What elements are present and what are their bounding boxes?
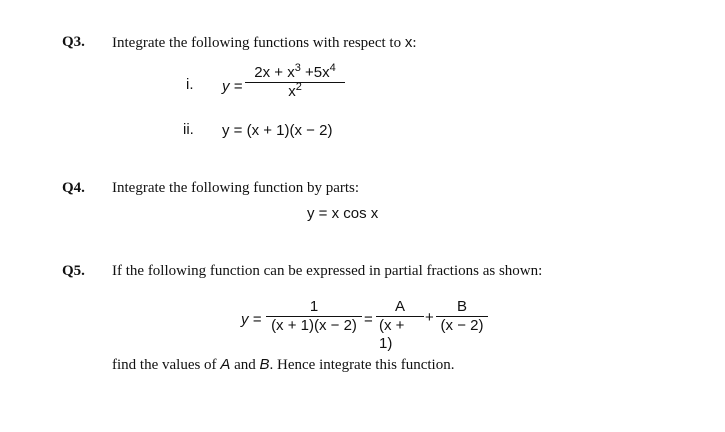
q4-prompt: Integrate the following function by parts:: [112, 180, 360, 196]
q3-prompt: [112, 34, 417, 52]
q3-item-ii-label: ii.: [183, 121, 194, 138]
num-exp-1: 3: [294, 62, 301, 74]
q5-fraction-2-denominator: (x + 1): [379, 317, 405, 352]
q5-number: Q5.: [62, 263, 85, 279]
q3-item-i-numerator: [251, 64, 338, 82]
q5-lhs: y =: [241, 311, 262, 328]
q5-fraction-3-denominator: (x − 2): [440, 317, 484, 334]
q5-fraction-1-numerator: 1: [309, 298, 319, 315]
q3-item-i-label: i.: [186, 76, 194, 93]
q5-var-a: A: [220, 356, 231, 373]
q5-plus: +: [425, 309, 434, 326]
q4-expr: y = x cos x: [307, 205, 379, 222]
q5-final-b: and: [230, 357, 260, 373]
q3-item-i-lhs: y =: [222, 78, 243, 95]
q3-prompt-colon: :: [412, 35, 417, 51]
den-base: x: [288, 83, 296, 100]
q3-item-i-fraction: [245, 64, 345, 101]
q5-fraction-1: [266, 298, 362, 335]
q3-item-ii-expr: y = (x + 1)(x − 2): [222, 122, 333, 139]
q5-final-c: . Hence integrate this function.: [269, 357, 455, 373]
q5-final-a: find the values of: [112, 357, 221, 373]
q5-fraction-2-numerator: A: [394, 298, 405, 315]
q3-item-i-denominator: [285, 83, 305, 101]
q3-number: Q3.: [62, 34, 85, 50]
num-exp-2: 4: [329, 62, 336, 74]
num-part-a: 2x + x: [254, 64, 295, 81]
q3-prompt-var: x: [404, 34, 413, 51]
q5-fraction-1-denominator: (x + 1)(x − 2): [271, 317, 357, 334]
q4-number: Q4.: [62, 180, 85, 196]
q5-var-b: B: [259, 356, 270, 373]
q5-prompt: If the following function can be expressed in partial fractions as shown:: [112, 263, 543, 279]
q5-fraction-2: [376, 298, 424, 353]
num-part-b: +5x: [300, 64, 330, 81]
q5-final-line: [112, 356, 454, 374]
q5-fraction-3: [436, 298, 488, 335]
q5-fraction-3-numerator: B: [456, 298, 467, 315]
q3-prompt-text: Integrate the following functions with respect to: [112, 35, 405, 51]
q5-equals: =: [364, 311, 373, 328]
den-exp: 2: [295, 81, 302, 93]
